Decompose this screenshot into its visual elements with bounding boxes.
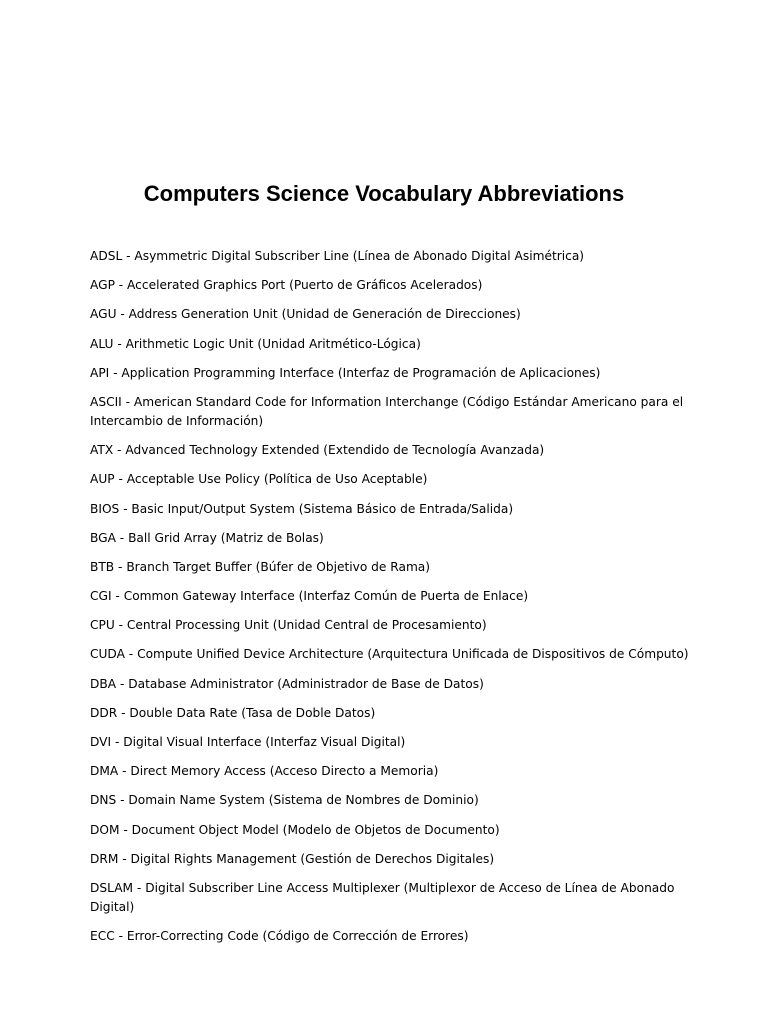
list-item: ATX - Advanced Technology Extended (Extendido de Tecnología Avanzada) [90, 443, 545, 458]
list-item: ASCII - American Standard Code for Information Interchange (Código Estándar Americano para el Intercambio de Información) [90, 394, 684, 428]
list-item: CPU - Central Processing Unit (Unidad Central de Procesamiento) [90, 618, 487, 633]
list-item: BTB - Branch Target Buffer (Búfer de Objetivo de Rama) [90, 559, 431, 574]
list-item: ADSL - Asymmetric Digital Subscriber Line (Línea de Abonado Digital Asimétrica) [90, 249, 585, 263]
list-item: AGU - Address Generation Unit (Unidad de Generación de Direcciones) [90, 307, 521, 322]
abbreviation-list [90, 247, 690, 956]
list-item: DMA - Direct Memory Access (Acceso Directo a Memoria) [90, 764, 439, 779]
list-item: ALU - Arithmetic Logic Unit (Unidad Aritmético-Lógica) [90, 336, 421, 351]
list-item: BGA - Ball Grid Array (Matriz de Bolas) [90, 530, 324, 545]
list-item: AGP - Accelerated Graphics Port (Puerto de Gráficos Acelerados) [90, 278, 483, 293]
list-item: DBA - Database Administrator (Administrador de Base de Datos) [90, 676, 484, 691]
list-item: BIOS - Basic Input/Output System (Sistema Básico de Entrada/Salida) [90, 501, 514, 516]
list-item: DDR - Double Data Rate (Tasa de Doble Datos) [90, 705, 376, 720]
list-item: DNS - Domain Name System (Sistema de Nombres de Dominio) [90, 793, 479, 808]
list-item: AUP - Acceptable Use Policy (Política de Uso Aceptable) [90, 472, 428, 487]
list-item: ECC - Error-Correcting Code (Código de Corrección de Errores) [90, 929, 469, 944]
list-item: DRM - Digital Rights Management (Gestión de Derechos Digitales) [90, 851, 495, 866]
page-title: Computers Science Vocabulary Abbreviations [143, 181, 625, 206]
list-item: CGI - Common Gateway Interface (Interfaz Común de Puerta de Enlace) [90, 589, 529, 604]
list-item: API - Application Programming Interface (Interfaz de Programación de Aplicaciones) [90, 365, 601, 380]
list-item: DVI - Digital Visual Interface (Interfaz Visual Digital) [90, 735, 406, 749]
list-item: CUDA - Compute Unified Device Architecture (Arquitectura Unificada de Dispositivos de Cómputo) [90, 647, 689, 662]
list-item: DSLAM - Digital Subscriber Line Access Multiplexer (Multiplexor de Acceso de Línea de Abonado Digital) [90, 880, 675, 914]
list-item: DOM - Document Object Model (Modelo de Objetos de Documento) [90, 822, 500, 837]
